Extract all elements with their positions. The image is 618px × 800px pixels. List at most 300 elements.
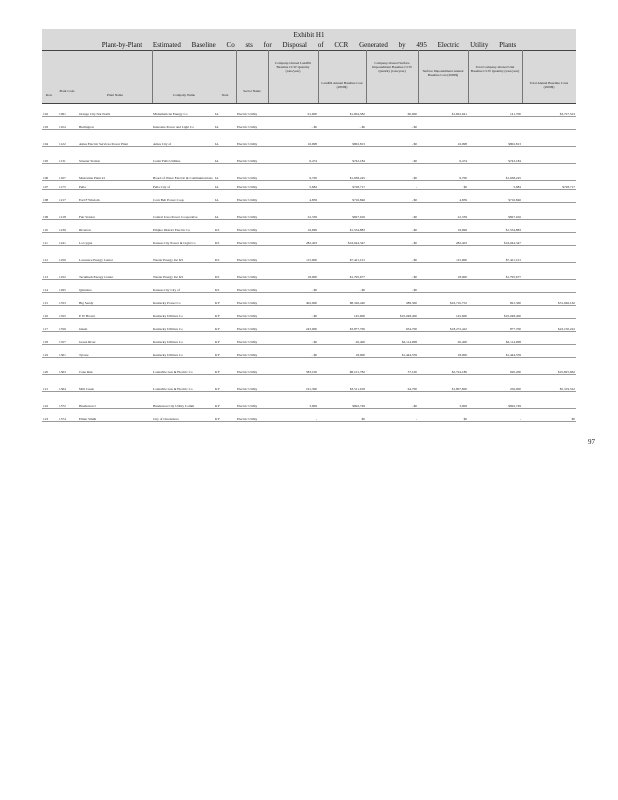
sector-name-cell: Electric Utility (236, 345, 268, 358)
impoundment-cost-cell: 282,403 (418, 233, 468, 246)
impoundment-cost-cell: $22,710,752 (418, 293, 468, 306)
header-plant-name: Plant Name (107, 93, 123, 97)
sector-name-cell: Electric Utility (236, 409, 268, 422)
plant-code-cell: 1091 (58, 104, 78, 117)
landfill-cost-cell: $827,916 (318, 203, 366, 220)
plant-code-cell: 1239 (58, 220, 78, 233)
total-quantity-cell: $716,846 (468, 190, 522, 203)
landfill-cost-cell: $16,044,347 (318, 233, 366, 246)
row-number-cell: 103 (42, 117, 58, 130)
state-cell: KY (214, 306, 236, 319)
landfill-quantity-cell: 22,339 (268, 203, 318, 220)
sector-name-cell: Electric Utility (236, 203, 268, 220)
row-number-cell: 118 (42, 332, 58, 345)
total-quantity-cell: $802,813 (468, 130, 522, 147)
sector-name-cell: Electric Utility (236, 246, 268, 263)
landfill-cost-cell: $8,326,420 (318, 293, 366, 306)
company-name-cell: Empire District Electric Co (152, 220, 214, 233)
plant-code-cell: 1356 (58, 319, 78, 332)
plant-code-cell: 1175 (58, 181, 78, 190)
total-cost-cell (522, 164, 576, 181)
impoundment-quantity-cell: - $0 (366, 147, 418, 164)
landfill-cost-cell: - $0 (318, 117, 366, 130)
total-quantity-cell: 5,684 (468, 181, 522, 190)
landfill-quantity-cell: - $0 (268, 280, 318, 293)
header-row: Row (45, 93, 53, 97)
impoundment-cost-cell: $18,272,422 (418, 319, 468, 332)
sector-name-cell: Electric Utility (236, 358, 268, 375)
plant-name-cell: Orange City Nat North (78, 104, 152, 117)
header-landfill-cost: Landfill Annual Baseline Cost (2009$) (321, 81, 363, 90)
sector-name-cell: Electric Utility (236, 220, 268, 233)
impoundment-quantity-cell: $2,114,098 (366, 332, 418, 345)
total-cost-cell (522, 306, 576, 319)
state-cell: IA (214, 190, 236, 203)
total-cost-cell (522, 220, 576, 233)
landfill-cost-cell: $7,421,101 (318, 246, 366, 263)
plant-code-cell: 1372 (58, 392, 78, 409)
landfill-quantity-cell: 9,700 (268, 164, 318, 181)
impoundment-cost-cell: 145,600 (418, 306, 468, 319)
company-name-cell: Kansas City City of (152, 280, 214, 293)
impoundment-cost-cell: $1,807,600 (418, 375, 468, 392)
total-cost-cell (522, 117, 576, 130)
plant-name-cell: Riverton (78, 220, 152, 233)
impoundment-quantity-cell: 634,700 (366, 319, 418, 332)
total-cost-cell (522, 263, 576, 280)
total-quantity-cell: $1,534,883 (468, 220, 522, 233)
plant-code-cell: 1363 (58, 358, 78, 375)
header-top-rule (42, 50, 576, 51)
state-cell: KS (214, 263, 236, 280)
plant-name-cell: Ames Electric Services Power Plant (78, 130, 152, 147)
total-quantity-cell: $1,638,245 (468, 164, 522, 181)
landfill-quantity-cell: - $0 (268, 332, 318, 345)
plant-name-cell: Elmer Smith (78, 409, 152, 422)
state-cell: KS (214, 280, 236, 293)
total-quantity-cell: $10,048,400 (468, 306, 522, 319)
landfill-cost-cell: - $0 (318, 280, 366, 293)
landfill-quantity-cell: 16,998 (268, 130, 318, 147)
company-name-cell: Central Iowa Power Cooperative (152, 203, 214, 220)
company-name-cell: MidAmerican Energy Co (152, 104, 214, 117)
table-row (42, 306, 576, 319)
table-row (42, 246, 576, 263)
total-quantity-cell (468, 117, 522, 130)
total-cost-cell (522, 130, 576, 147)
impoundment-quantity-cell: - $0 (366, 190, 418, 203)
impoundment-cost-cell: 22,339 (418, 203, 468, 220)
row-number-cell: 111 (42, 233, 58, 246)
total-cost-cell: $10,825,962 (522, 358, 576, 375)
row-number-cell: 114 (42, 280, 58, 293)
plant-code-cell: 1357 (58, 332, 78, 345)
plant-code-cell: 1355 (58, 306, 78, 319)
header-total-cost: Total Annual Baseline Costs (2009$) (529, 81, 569, 90)
landfill-cost-cell: 145,600 (318, 306, 366, 319)
company-name-cell: City of Owensboro (152, 409, 214, 422)
sector-name-cell: Electric Utility (236, 104, 268, 117)
landfill-quantity-cell: 91,600 (268, 104, 318, 117)
header-landfill-quantity: Company-Owned Landfill Baseline CCW Quantity (tons/year) (275, 61, 311, 74)
table-row (42, 409, 576, 422)
impoundment-quantity-cell: - $0 (366, 130, 418, 147)
landfill-quantity-cell: 583,100 (268, 358, 318, 375)
total-quantity-cell: 141,700 (468, 104, 522, 117)
plant-name-cell: Earl F Wisdom (78, 190, 152, 203)
landfill-quantity-cell: 16,699 (268, 220, 318, 233)
impoundment-quantity-cell: - $0 (366, 117, 418, 130)
landfill-quantity-cell: 5,684 (268, 181, 318, 190)
plant-code-cell: 1167 (58, 164, 78, 181)
landfill-cost-cell: 18,900 (318, 345, 366, 358)
company-name-cell: Westar Energy Inc KS (152, 246, 214, 263)
sector-name-cell: Electric Utility (236, 280, 268, 293)
header-total-quantity: Total Company-Owned Unit Baseline CCW Quantity (tons/year) (470, 65, 520, 74)
table-row (42, 233, 576, 246)
impoundment-cost-cell: 115,900 (418, 246, 468, 263)
table-row (42, 345, 576, 358)
company-name-cell: Henderson City Utility Comm (152, 392, 214, 409)
total-quantity-cell: 877,700 (468, 319, 522, 332)
landfill-cost-cell: 20,400 (318, 332, 366, 345)
company-name-cell: Cedar Falls Utilities (152, 147, 214, 164)
landfill-quantity-cell: - $0 (268, 117, 318, 130)
landfill-cost-cell: $1,638,245 (318, 164, 366, 181)
state-cell: KY (214, 345, 236, 358)
table-row (42, 332, 576, 345)
impoundment-cost-cell: 20,400 (418, 332, 468, 345)
plant-name-cell: Tyrone (78, 345, 152, 358)
total-quantity-cell (468, 280, 522, 293)
state-cell: KY (214, 375, 236, 392)
table-row (42, 104, 576, 117)
company-name-cell: Interstate Power and Light Co (152, 117, 214, 130)
impoundment-cost-cell: 9,700 (418, 164, 468, 181)
landfill-quantity-cell: - $0 (268, 306, 318, 319)
row-number-cell: 107 (42, 181, 58, 190)
table-subtitle: Plant-by-Plant Estimated Baseline Co sts for Disposal of CCR Generated by 495 Electric Utility Plants (101, 41, 517, 49)
impoundment-quantity-cell: 60,000 (366, 104, 418, 117)
column-divider (522, 50, 523, 103)
impoundment-quantity-cell: - $0 (366, 220, 418, 233)
row-number-cell: 121 (42, 375, 58, 392)
company-name-cell: Pella City of (152, 181, 214, 190)
table-row (42, 293, 576, 306)
sector-name-cell: Electric Utility (236, 164, 268, 181)
total-cost-cell: $0 (522, 409, 576, 422)
landfill-quantity-cell: 402,000 (268, 293, 318, 306)
data-table (42, 104, 576, 422)
table-row (42, 190, 576, 203)
sector-name-cell: Electric Utility (236, 392, 268, 409)
table-row (42, 392, 576, 409)
impoundment-cost-cell (418, 280, 468, 293)
plant-name-cell: Cane Run (78, 358, 152, 375)
total-quantity-cell: $692,749 (468, 392, 522, 409)
company-name-cell: Corn Belt Power Coop (152, 190, 214, 203)
impoundment-quantity-cell: - $0 (366, 280, 418, 293)
total-cost-cell: $31,046,162 (522, 293, 576, 306)
total-quantity-cell: $1,444,559 (468, 345, 522, 358)
state-cell: KY (214, 319, 236, 332)
total-cost-cell (522, 392, 576, 409)
impoundment-cost-cell: $2,724,180 (418, 358, 468, 375)
row-number-cell: 120 (42, 358, 58, 375)
state-cell: IA (214, 203, 236, 220)
impoundment-quantity-cell: - $0 (366, 263, 418, 280)
landfill-cost-cell: $8,101,782 (318, 358, 366, 375)
plant-name-cell: Green River (78, 332, 152, 345)
company-name-cell: Westar Energy Inc KS (152, 263, 214, 280)
landfill-cost-cell: $1,795,677 (318, 263, 366, 280)
landfill-cost-cell: $0 (318, 409, 366, 422)
plant-name-cell: Streeter Station (78, 147, 152, 164)
impoundment-cost-cell (418, 117, 468, 130)
sector-name-cell: Electric Utility (236, 117, 268, 130)
landfill-quantity-cell: 191,300 (268, 375, 318, 392)
state-cell: IA (214, 117, 236, 130)
sector-name-cell: Electric Utility (236, 332, 268, 345)
plant-code-cell: 1241 (58, 233, 78, 246)
impoundment-quantity-cell: - $0 (366, 233, 418, 246)
plant-name-cell: Burlington (78, 117, 152, 130)
impoundment-quantity-cell: $10,048,400 (366, 306, 418, 319)
sector-name-cell: Electric Utility (236, 130, 268, 147)
row-number-cell: 106 (42, 164, 58, 181)
landfill-quantity-cell: - (268, 409, 318, 422)
state-cell: KS (214, 246, 236, 263)
sector-name-cell: Electric Utility (236, 319, 268, 332)
plant-code-cell: 1374 (58, 409, 78, 422)
plant-name-cell: La Cygne (78, 233, 152, 246)
column-divider (468, 50, 469, 103)
company-name-cell: Kentucky Utilities Co (152, 319, 214, 332)
row-number-cell: 112 (42, 246, 58, 263)
page-number: 97 (588, 438, 595, 446)
landfill-cost-cell: $742,184 (318, 147, 366, 164)
table-row (42, 164, 576, 181)
header-state: State (221, 93, 229, 97)
table-row (42, 203, 576, 220)
total-quantity-cell: 691,300 (468, 293, 522, 306)
plant-name-cell: Lawrence Energy Center (78, 246, 152, 263)
table-row (42, 220, 576, 233)
row-number-cell: 123 (42, 409, 58, 422)
state-cell: KY (214, 392, 236, 409)
total-cost-cell (522, 203, 576, 220)
plant-name-cell: Ghent (78, 319, 152, 332)
state-cell: KY (214, 332, 236, 345)
header-impoundment-cost: Surface Impoundment Annual Baseline Cost (2009$) (422, 69, 464, 78)
sector-name-cell: Electric Utility (236, 293, 268, 306)
table-row (42, 280, 576, 293)
state-cell: KS (214, 233, 236, 246)
plant-code-cell: 1122 (58, 130, 78, 147)
impoundment-cost-cell: 18,900 (418, 345, 468, 358)
plant-code-cell: 1252 (58, 263, 78, 280)
impoundment-cost-cell: 4,839 (418, 190, 468, 203)
row-number-cell: 102 (42, 104, 58, 117)
impoundment-quantity-cell: - $0 (366, 392, 418, 409)
row-number-cell: 104 (42, 130, 58, 147)
state-cell: KS (214, 220, 236, 233)
row-number-cell: 113 (42, 263, 58, 280)
plant-code-cell: 1217 (58, 190, 78, 203)
total-quantity-cell: - (468, 409, 522, 422)
column-divider (418, 50, 419, 103)
total-quantity-cell: 620,200 (468, 358, 522, 375)
sector-name-cell: Electric Utility (236, 147, 268, 164)
plant-code-cell: 1361 (58, 345, 78, 358)
company-name-cell: Ames City of (152, 130, 214, 147)
plant-code-cell: 1353 (58, 293, 78, 306)
sector-name-cell: Electric Utility (236, 306, 268, 319)
column-divider (236, 50, 237, 103)
row-number-cell: 119 (42, 345, 58, 358)
landfill-quantity-cell: 4,839 (268, 190, 318, 203)
landfill-quantity-cell: 282,403 (268, 233, 318, 246)
sector-name-cell: Electric Utility (236, 181, 268, 190)
impoundment-quantity-cell: 37,100 (366, 358, 418, 375)
impoundment-quantity-cell: - (366, 409, 418, 422)
landfill-quantity-cell: 6,474 (268, 147, 318, 164)
table-row (42, 147, 576, 164)
plant-name-cell: Mill Creek (78, 375, 152, 392)
row-number-cell: 116 (42, 306, 58, 319)
state-cell: KY (214, 409, 236, 422)
total-quantity-cell: $827,916 (468, 203, 522, 220)
sector-name-cell: Electric Utility (236, 263, 268, 280)
total-cost-cell (522, 190, 576, 203)
total-cost-cell (522, 246, 576, 263)
state-cell: IA (214, 147, 236, 164)
table-row (42, 319, 576, 332)
total-cost-cell (522, 147, 576, 164)
plant-code-cell: 1295 (58, 280, 78, 293)
company-name-cell: Kentucky Utilities Co (152, 345, 214, 358)
row-number-cell: 109 (42, 203, 58, 220)
impoundment-cost-cell: 18,900 (418, 263, 468, 280)
plant-code-cell: 1218 (58, 203, 78, 220)
plant-code-cell: 1250 (58, 246, 78, 263)
total-cost-cell (522, 345, 576, 358)
total-quantity-cell: 256,000 (468, 375, 522, 392)
impoundment-cost-cell: 16,699 (418, 220, 468, 233)
header-sector-name: Sector Name (243, 89, 261, 93)
total-cost-cell (522, 332, 576, 345)
column-divider (318, 50, 319, 103)
plant-name-cell: E W Brown (78, 306, 152, 319)
company-name-cell: Board of Water Electric & Communications (152, 164, 214, 181)
plant-name-cell: Muscatine Plant #1 (78, 164, 152, 181)
table-row (42, 130, 576, 147)
header-company-name: Company Name (172, 93, 196, 97)
landfill-cost-cell: $1,534,883 (318, 220, 366, 233)
plant-name-cell: Big Sandy (78, 293, 152, 306)
landfill-cost-cell: $728,717 (318, 181, 366, 190)
landfill-quantity-cell: 3,909 (268, 392, 318, 409)
total-cost-cell: $728,717 (522, 181, 576, 190)
landfill-quantity-cell: 243,000 (268, 319, 318, 332)
landfill-cost-cell: $3,511,918 (318, 375, 366, 392)
state-cell: IA (214, 104, 236, 117)
company-name-cell: Louisville Gas & Electric Co (152, 358, 214, 375)
state-cell: IA (214, 130, 236, 147)
row-number-cell: 108 (42, 190, 58, 203)
table-row (42, 181, 576, 190)
company-name-cell: Louisville Gas & Electric Co (152, 375, 214, 392)
sector-name-cell: Electric Utility (236, 233, 268, 246)
landfill-cost-cell: $802,813 (318, 130, 366, 147)
row-number-cell: 117 (42, 319, 58, 332)
landfill-cost-cell: $692,749 (318, 392, 366, 409)
total-cost-cell: $22,150,222 (522, 319, 576, 332)
total-quantity-cell: $7,421,101 (468, 246, 522, 263)
row-number-cell: 115 (42, 293, 58, 306)
total-quantity-cell: $16,044,347 (468, 233, 522, 246)
state-cell: KY (214, 293, 236, 306)
state-cell: IA (214, 181, 236, 190)
impoundment-cost-cell: $1,822,941 (418, 104, 468, 117)
plant-name-cell: Pella (78, 181, 152, 190)
impoundment-quantity-cell: 289,300 (366, 293, 418, 306)
plant-name-cell: Tecumseh Energy Center (78, 263, 152, 280)
sector-name-cell: Electric Utility (236, 190, 268, 203)
row-number-cell: 110 (42, 220, 58, 233)
plant-name-cell: Henderson I (78, 392, 152, 409)
plant-code-cell: 1104 (58, 117, 78, 130)
total-quantity-cell: $742,184 (468, 147, 522, 164)
table-row (42, 117, 576, 130)
exhibit-title: Exhibit H1 (293, 31, 325, 39)
total-quantity-cell: $2,114,098 (468, 332, 522, 345)
header-impoundment-quantity: Company-Owned Surface Impoundment Baseline CCW Quantity (tons/year) (371, 61, 413, 74)
landfill-cost-cell: $3,877,700 (318, 319, 366, 332)
total-quantity-cell: $1,795,677 (468, 263, 522, 280)
impoundment-quantity-cell: 64,700 (366, 375, 418, 392)
landfill-quantity-cell: 18,900 (268, 263, 318, 280)
column-divider (268, 50, 269, 103)
impoundment-quantity-cell: $1,444,559 (366, 345, 418, 358)
impoundment-cost-cell: $0 (418, 409, 468, 422)
total-cost-cell (522, 233, 576, 246)
column-divider (152, 50, 153, 103)
sector-name-cell: Electric Utility (236, 375, 268, 392)
company-name-cell: Kentucky Power Co (152, 293, 214, 306)
company-name-cell: Kentucky Utilities Co (152, 306, 214, 319)
impoundment-cost-cell: $0 (418, 181, 468, 190)
company-name-cell: Kentucky Utilities Co (152, 332, 214, 345)
landfill-quantity-cell: 115,900 (268, 246, 318, 263)
landfill-quantity-cell: - $0 (268, 345, 318, 358)
impoundment-cost-cell: 16,998 (418, 130, 468, 147)
landfill-cost-cell: $716,846 (318, 190, 366, 203)
plant-name-cell: Fair Station (78, 203, 152, 220)
table-row (42, 358, 576, 375)
plant-name-cell: Quindaro (78, 280, 152, 293)
impoundment-cost-cell: 3,909 (418, 392, 468, 409)
plant-code-cell: 1364 (58, 375, 78, 392)
header-plant-code: Plant Code (59, 89, 75, 93)
row-number-cell: 105 (42, 147, 58, 164)
impoundment-quantity-cell: - $0 (366, 246, 418, 263)
landfill-cost-cell: $1,904,582 (318, 104, 366, 117)
plant-code-cell: 1131 (58, 147, 78, 164)
company-name-cell: Kansas City Power & Light Co (152, 233, 214, 246)
state-cell: IA (214, 164, 236, 181)
total-cost-cell (522, 280, 576, 293)
